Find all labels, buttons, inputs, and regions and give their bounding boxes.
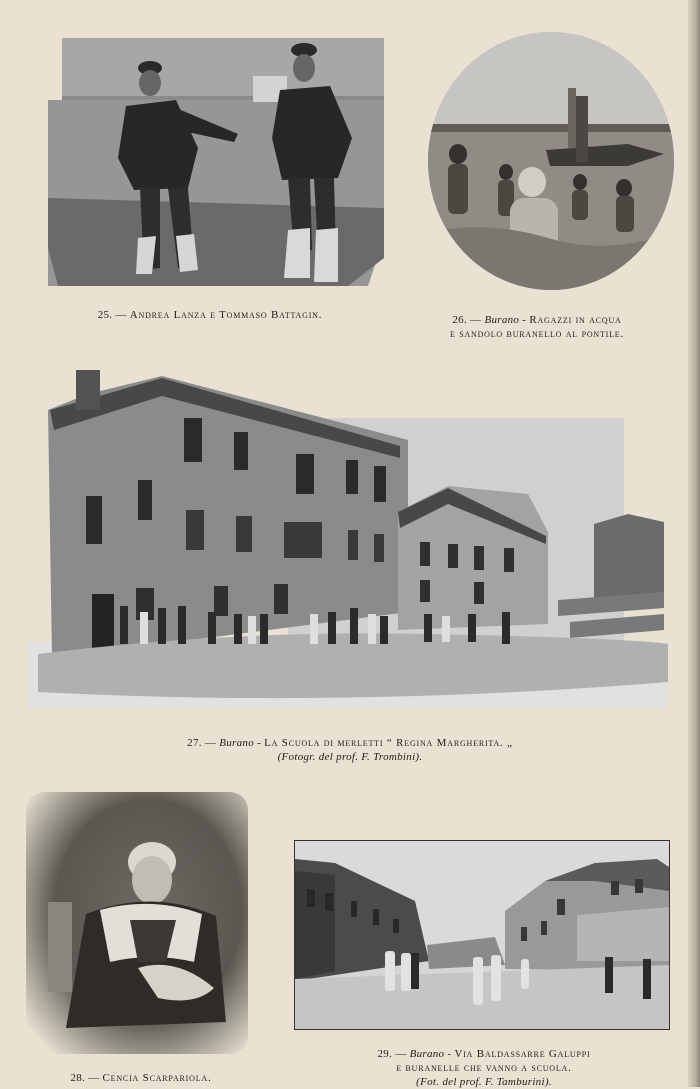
- caption-29-title-line2: e buranelle che vanno a scuola.: [396, 1062, 572, 1074]
- caption-26-number: 26.: [452, 314, 468, 326]
- caption-29-credit: (Fot. del prof. F. Tamburini).: [416, 1076, 552, 1088]
- caption-26-dash: —: [467, 314, 485, 326]
- caption-28-number: 28.: [70, 1072, 86, 1084]
- caption-29-number: 29.: [377, 1048, 393, 1060]
- caption-26-place: Burano: [484, 314, 520, 326]
- caption-25-number: 25.: [97, 309, 113, 321]
- caption-27-title: La Scuola di merletti “ Regina Margherita. „: [264, 737, 513, 749]
- caption-27-dash2: -: [254, 737, 265, 749]
- photo-28-portrait-cencia: [26, 792, 248, 1054]
- page-edge: [688, 0, 700, 1087]
- caption-29-title: Via Baldassarre Galuppi: [454, 1048, 591, 1060]
- caption-29-dash2: -: [444, 1048, 455, 1060]
- caption-27-number: 27.: [187, 737, 202, 749]
- caption-28-dash: —: [85, 1072, 103, 1084]
- caption-28: [26, 1071, 256, 1085]
- caption-25-dash: —: [112, 309, 130, 321]
- caption-26: [392, 313, 682, 341]
- caption-27-credit: (Fotogr. del prof. F. Trombini).: [277, 751, 423, 763]
- photo-25-two-men: [48, 38, 384, 286]
- photo-27-lace-school: [28, 362, 668, 708]
- caption-25: [40, 308, 380, 322]
- caption-26-title: Ragazzi in acqua: [529, 314, 622, 326]
- caption-27-dash: —: [201, 737, 220, 749]
- caption-26-dash2: -: [519, 314, 530, 326]
- caption-26-title-line2: e sandolo buranello al pontile.: [449, 328, 625, 340]
- caption-29: [304, 1047, 664, 1089]
- caption-27: [60, 736, 640, 764]
- caption-28-title: Cencia Scarpariola.: [102, 1072, 212, 1084]
- caption-27-place: Burano: [219, 737, 255, 749]
- caption-29-dash: —: [392, 1048, 410, 1060]
- photo-29-galuppi-street: [294, 840, 670, 1030]
- caption-29-place: Burano: [409, 1048, 445, 1060]
- photo-26-boys-in-water: [428, 32, 674, 290]
- caption-25-title: Andrea Lanza e Tommaso Battagin.: [129, 309, 323, 321]
